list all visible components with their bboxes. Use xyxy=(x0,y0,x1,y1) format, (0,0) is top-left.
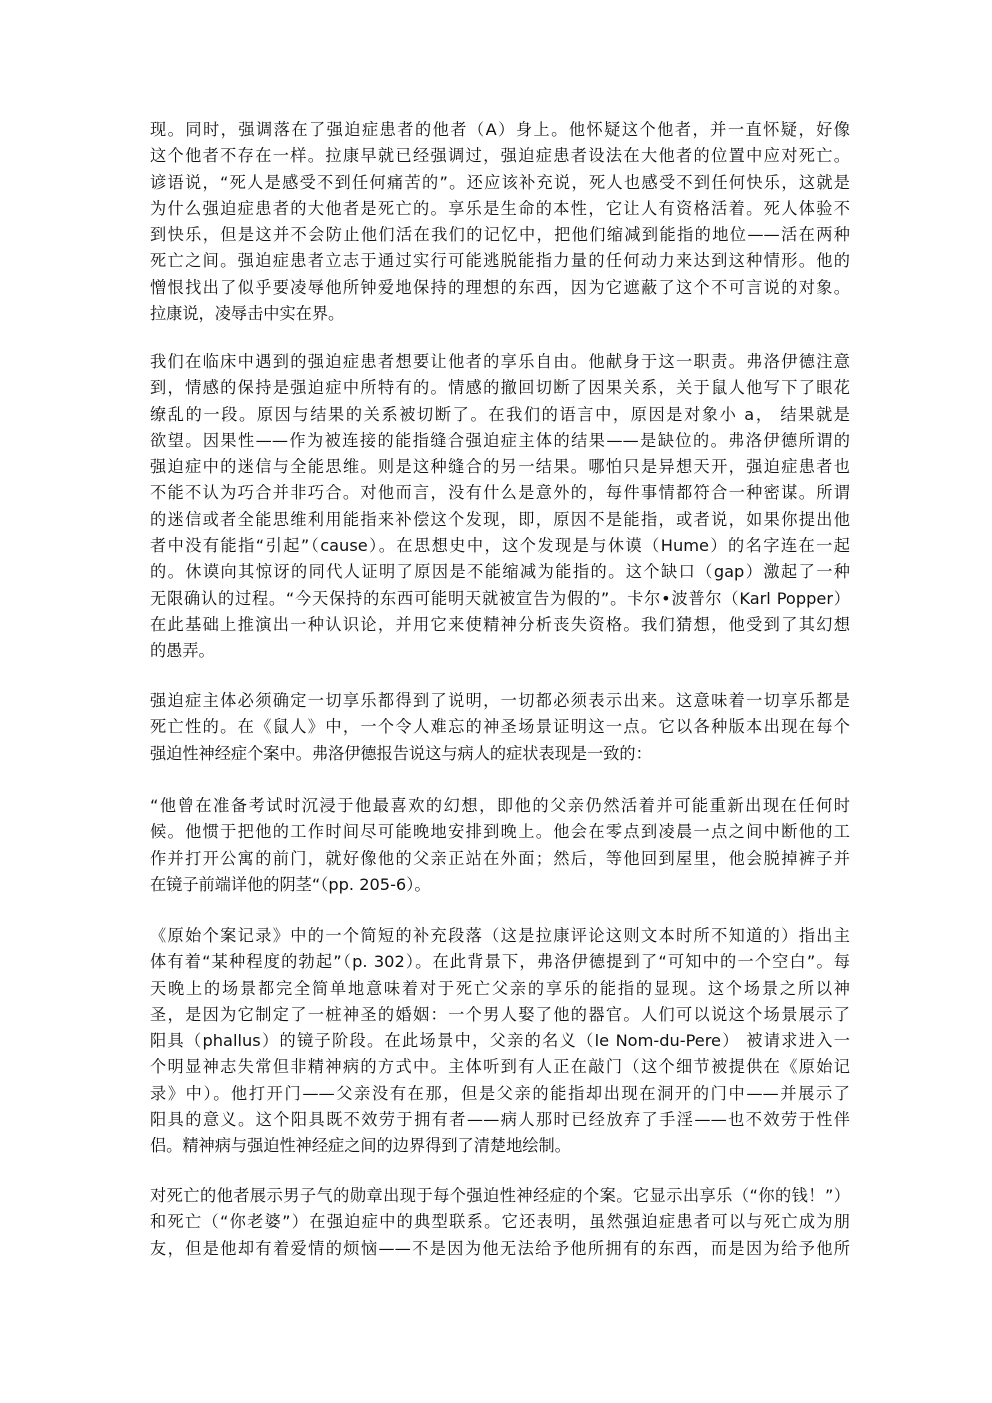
text-line: 个明显神志失常但非精神病的方式中。主体听到有人正在敲门（这个细节被提供在《原始记 xyxy=(150,1057,850,1077)
text-line: 阳具（phallus）的镜子阶段。在此场景中，父亲的名义（le Nom-du-Pere） 被请求进入一 xyxy=(150,1031,850,1051)
text-line: 和死亡（“你老婆”）在强迫症中的典型联系。它还表明，虽然强迫症患者可以与死亡成为朋 xyxy=(150,1212,850,1232)
text-line: 到快乐，但是这并不会防止他们活在我们的记忆中，把他们缩减到能指的地位——活在两种 xyxy=(150,225,850,245)
text-line: 候。他惯于把他的工作时间尽可能晚地安排到晚上。他会在零点到凌晨一点之间中断他的工 xyxy=(150,822,850,842)
text-line: 拉康说，凌辱击中实在界。 xyxy=(150,304,345,324)
text-line: 的愚弄。 xyxy=(150,641,215,661)
text-line: 的迷信或者全能思维利用能指来补偿这个发现，即，原因不是能指，或者说，如果你提出他 xyxy=(150,509,850,529)
text-line: 这个他者不存在一样。拉康早就已经强调过，强迫症患者设法在大他者的位置中应对死亡。 xyxy=(150,146,850,166)
text-line: 到，情感的保持是强迫症中所特有的。情感的撤回切断了因果关系，关于鼠人他写下了眼花 xyxy=(150,378,850,398)
text-line: 录》中）。他打开门——父亲没有在那，但是父亲的能指却出现在洞开的门中——并展示了 xyxy=(150,1083,850,1103)
text-line: 圣，是因为它制定了一桩神圣的婚姻：一个男人娶了他的器官。人们可以说这个场景展示了 xyxy=(150,1004,850,1024)
text-line: 侣。精神病与强迫性神经症之间的边界得到了清楚地绘制。 xyxy=(150,1136,571,1156)
text-line: 对死亡的他者展示男子气的勋章出现于每个强迫性神经症的个案。它显示出享乐（“你的钱！”） xyxy=(150,1186,850,1205)
text-line: 阳具的意义。这个阳具既不效劳于拥有者——病人那时已经放弃了手淫——也不效劳于性伴 xyxy=(150,1110,850,1130)
text-line: 死亡性的。在《鼠人》中，一个令人难忘的神圣场景证明这一点。它以各种版本出现在每个 xyxy=(150,717,850,737)
paragraph-4-quote xyxy=(150,793,850,898)
text-line: 在此基础上推演出一种认识论，并用它来使精神分析丧失资格。我们猜想，他受到了其幻想 xyxy=(150,614,850,634)
text-line: 谚语说，“死人是感受不到任何痛苦的”。还应该补充说，死人也感受不到任何快乐，这就是 xyxy=(150,172,850,192)
text-line: 强迫症中的迷信与全能思维。则是这种缝合的另一结果。哪怕只是异想天开，强迫症患者也 xyxy=(150,457,850,477)
text-line: 现。同时，强调落在了强迫症患者的他者（A）身上。他怀疑这个他者，并一直怀疑，好像 xyxy=(150,120,850,139)
paragraph-2 xyxy=(150,349,850,665)
text-line: 作并打开公寓的前门，就好像他的父亲正站在外面；然后，等他回到屋里，他会脱掉裤子并 xyxy=(150,848,850,868)
text-line: 强迫性神经症个案中。弗洛伊德报告说这与病人的症状表现是一致的： xyxy=(150,743,652,763)
text-line: “他曾在准备考试时沉浸于他最喜欢的幻想，即他的父亲仍然活着并可能重新出现在任何时 xyxy=(150,796,850,815)
text-line: 的。休谟向其惊讶的同代人证明了原因是不能缩减为能指的。这个缺口（gap）激起了一种 xyxy=(150,562,850,582)
text-line: 我们在临床中遇到的强迫症患者想要让他者的享乐自由。他献身于这一职责。弗洛伊德注意 xyxy=(150,352,850,371)
text-line: 为什么强迫症患者的大他者是死亡的。享乐是生命的本性，它让人有资格活着。死人体验不 xyxy=(150,198,850,218)
text-line: 无限确认的过程。“今天保持的东西可能明天就被宣告为假的”。卡尔•波普尔（Karl Popper） xyxy=(150,588,850,608)
text-line: 在镜子前端详他的阴茎“（pp. 205-6）。 xyxy=(150,874,431,894)
text-line: 者中没有能指“引起”（cause）。在思想史中，这个发现是与休谟（Hume）的名字连在一起 xyxy=(150,536,850,556)
paragraph-5 xyxy=(150,923,850,1160)
text-line: 天晚上的场景都完全简单地意味着对于死亡父亲的享乐的能指的显现。这个场景之所以神 xyxy=(150,978,850,998)
text-line: 体有着“某种程度的勃起”（p. 302）。在此背景下，弗洛伊德提到了“可知中的一个空白”。每 xyxy=(150,952,850,972)
text-line: 友，但是他却有着爱情的烦恼——不是因为他无法给予他所拥有的东西，而是因为给予他所 xyxy=(150,1238,850,1258)
text-line: 《原始个案记录》中的一个简短的补充段落（这是拉康评论这则文本时所不知道的）指出主 xyxy=(150,926,850,945)
paragraph-6 xyxy=(150,1183,850,1262)
text-line: 强迫症主体必须确定一切享乐都得到了说明，一切都必须表示出来。这意味着一切享乐都是 xyxy=(150,691,850,710)
paragraph-1 xyxy=(150,117,850,327)
text-line: 死亡之间。强迫症患者立志于通过实行可能逃脱能指力量的任何动力来达到这种情形。他的 xyxy=(150,251,850,271)
text-line: 缭乱的一段。原因与结果的关系被切断了。在我们的语言中，原因是对象小 a， 结果就是 xyxy=(150,404,850,424)
text-line: 憎恨找出了似乎要凌辱他所钟爱地保持的理想的东西，因为它遮蔽了这个不可言说的对象。 xyxy=(150,277,850,297)
text-line: 欲望。因果性——作为被连接的能指缝合强迫症主体的结果——是缺位的。弗洛伊德所谓的 xyxy=(150,430,850,450)
paragraph-3 xyxy=(150,688,850,767)
text-line: 不能不认为巧合并非巧合。对他而言，没有什么是意外的，每件事情都符合一种密谋。所谓 xyxy=(150,483,850,503)
